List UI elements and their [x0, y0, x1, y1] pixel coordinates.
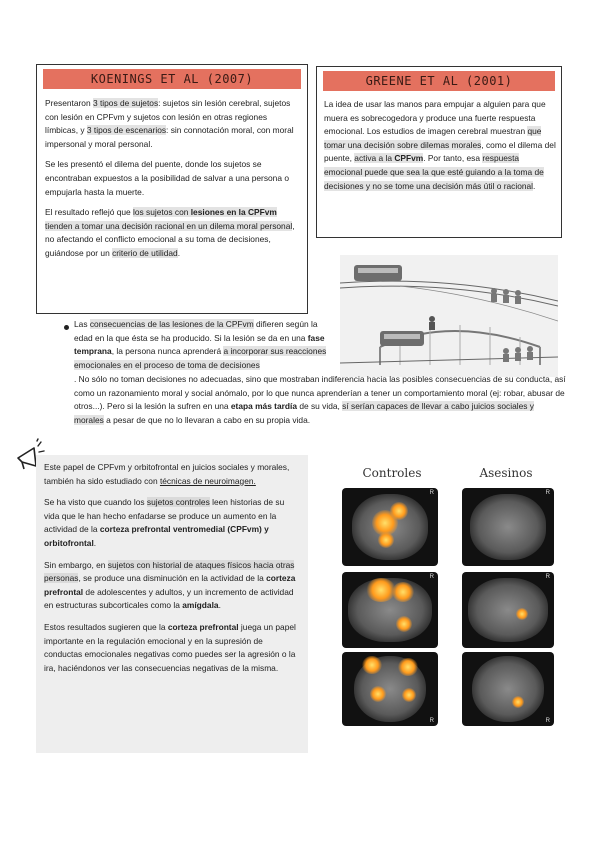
brain-figure: [338, 466, 556, 728]
brain-scan-killers-3: [462, 652, 554, 726]
bullet-text-part1: Las consecuencias de las lesiones de la CPFvm difieren según la edad en la que ésta se ha producido. Si la lesión se da en una fase temprana, la persona nunca aprenderá a incorporar sus reacciones emocionales en el proceso de toma de decisiones: [74, 319, 327, 370]
neuro-p1: Este papel de CPFvm y orbitofrontal en juicios sociales y morales, también ha sido estudiado con técnicas de neuroimagen.: [44, 462, 290, 486]
label-controls: Controles: [362, 466, 422, 480]
koenings-box: [36, 64, 308, 314]
r-mark: R: [429, 574, 434, 580]
bullet-text-part2: . No sólo no toman decisiones no adecuadas, sino que mostraban indiferencia hacia las posibles consecuencias de su conducta, así como un razonamiento moral y social anómalo, por lo que nunca aprenderían a tener un comportamiento moral (ej: robar, abusar de otros...). Pero si la lesión la sufren en una etapa más tardía de su vida, sí serían capaces de llevar a cabo juicios sociales y morales a pesar de que no lo llevaran a cabo en su propia vida.: [74, 374, 566, 425]
greene-p1: La idea de usar las manos para empujar a alguien para que muera es sobrecogedora y produce una fuerte respuesta emocional. Los estudios de imagen cerebral muestran que tomar una decisión sobre dilemas morales, como el dilema del puente, activa a la CPFvm. Por tanto, esa respuesta emocional puede que sea la que esté guiando a la toma de decisiones y no se tome una decisión más útil o racional.: [324, 99, 556, 191]
bullet-paragraph: [74, 318, 338, 372]
koenings-text: [45, 97, 301, 261]
brain-scan-killers-2: [462, 572, 554, 648]
r-mark: R: [545, 718, 550, 724]
neuro-p3: Sin embargo, en sujetos con historial de ataques físicos hacia otras personas, se produce una disminución en la actividad de la corteza prefrontal de adolescentes y adultos, y un incremento de actividad en estructuras subcorticales como la amígdala.: [44, 559, 296, 611]
greene-box: [316, 66, 562, 238]
koenings-p1: Presentaron 3 tipos de sujetos: sujetos sin lesión cerebral, sujetos con lesión en CPFvm y sujetos con lesión en otras regiones límbicas, y 3 tipos de escenarios: sin connotación moral, con moral impersonal y moral personal.: [45, 98, 294, 149]
koenings-p3: El resultado reflejó que los sujetos con lesiones en la CPFvm tienden a tomar una decisión racional en un dilema moral personal, no afectando el conflicto emocional a su toma de decisiones, guiándose por un criterio de utilidad.: [45, 207, 295, 258]
bullet-dot-icon: [64, 325, 69, 330]
r-mark: R: [545, 490, 550, 496]
koenings-title: KOENINGS ET AL (2007): [43, 69, 301, 89]
r-mark: R: [545, 574, 550, 580]
r-mark: R: [429, 718, 434, 724]
neuro-p4: Estos resultados sugieren que la corteza prefrontal juega un papel importante en la regulación emocional y en la supresión de conductas emocionales negativas como puedes ser la agresión o la ira, haciéndonos ver las consecuencias negativas de la misma.: [44, 621, 296, 673]
koenings-p2: Se les presentó el dilema del puente, donde los sujetos se encontraban expuestos a la posibilidad de salvar a una persona o empujarla hasta la muerte.: [45, 159, 289, 197]
brain-scan-controls-1: [342, 488, 438, 566]
brain-scan-controls-2: [342, 572, 438, 648]
trolley-illustration: [340, 255, 558, 377]
neuro-p2: Se ha visto que cuando los sujetos controles leen historias de su vida que le han hecho enfadarse se produce un aumento en la actividad de la corteza prefrontal ventromedial (CPFvm) y orbitofrontal.: [44, 497, 285, 548]
r-mark: R: [429, 490, 434, 496]
label-killers: Asesinos: [479, 466, 533, 480]
bullet-paragraph-cont: [74, 373, 566, 427]
greene-title: GREENE ET AL (2001): [323, 71, 555, 91]
brain-scan-killers-1: [462, 488, 554, 566]
trolley-drawing: [340, 255, 558, 377]
greene-text: [324, 98, 558, 193]
brain-scan-controls-3: [342, 652, 438, 726]
neuroimaging-text: [44, 461, 300, 675]
